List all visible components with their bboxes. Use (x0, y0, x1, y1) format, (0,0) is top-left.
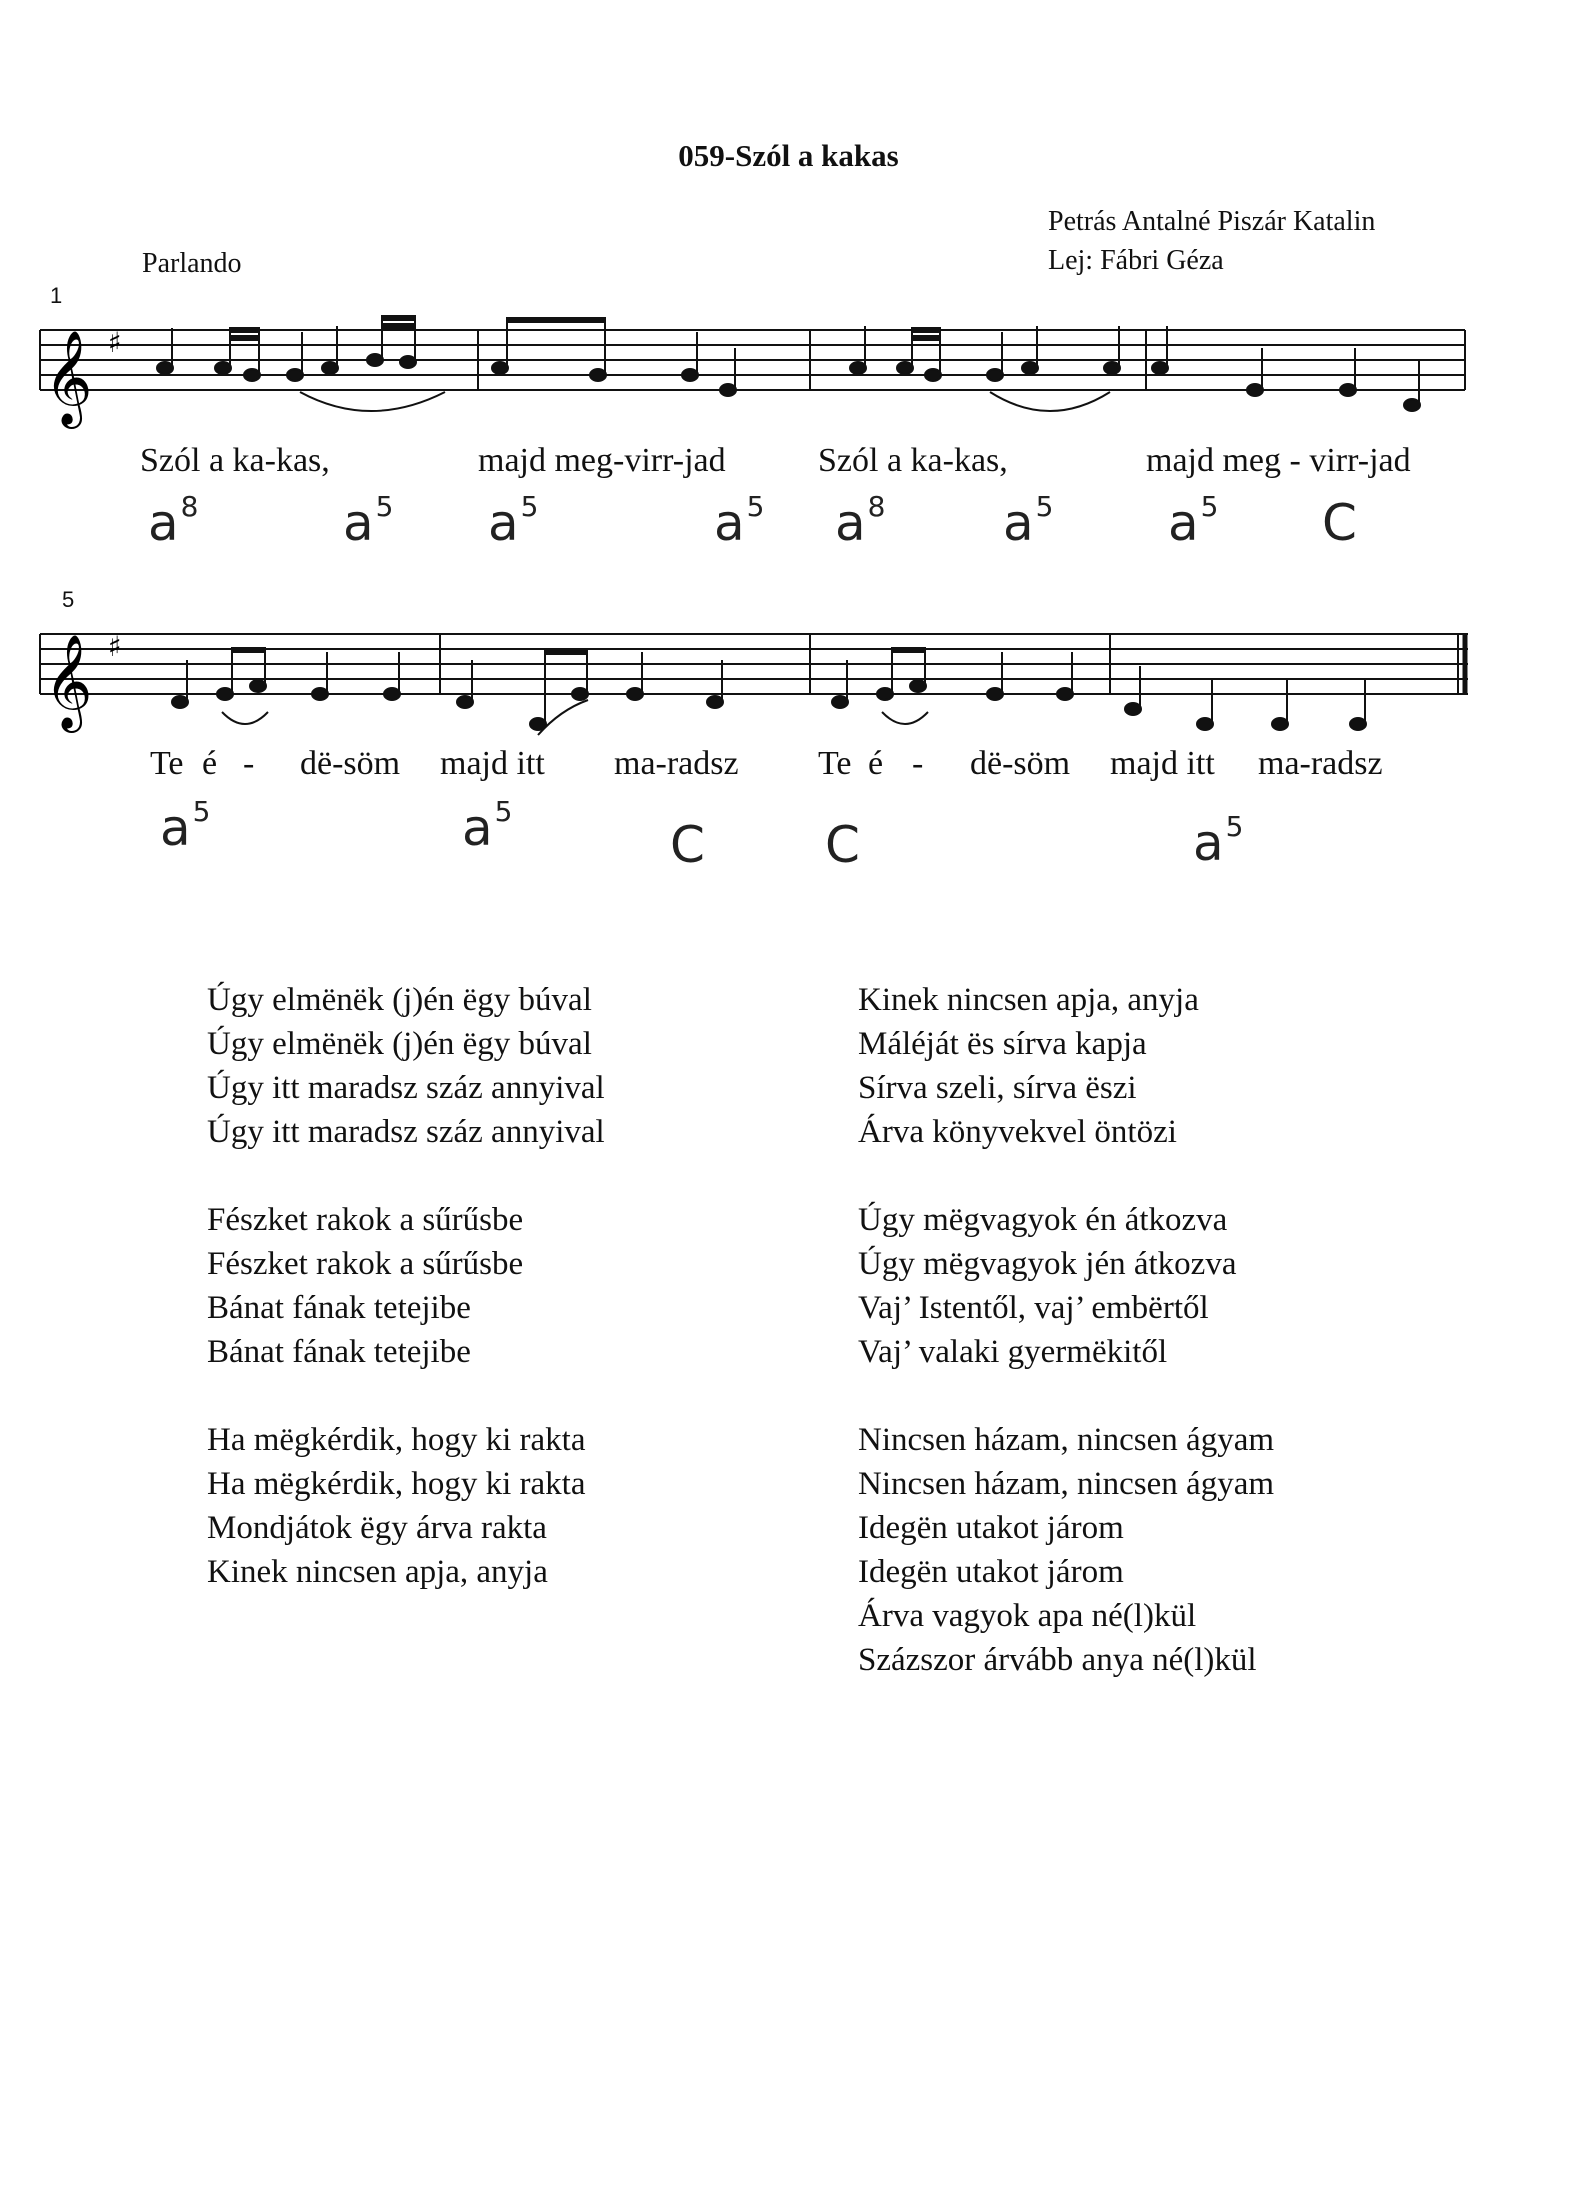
verse-line: Úgy itt maradsz száz annyival (207, 1114, 605, 1150)
lyric-syllable: é (868, 745, 884, 782)
verse-line: Sírva szeli, sírva ëszi (858, 1070, 1137, 1106)
lyric-syllable: é (202, 745, 218, 782)
verse-line: Nincsen házam, nincsen ágyam (858, 1422, 1275, 1458)
transcriber-credit: Lej: Fábri Géza (1048, 245, 1224, 276)
verse-line: Nincsen házam, nincsen ágyam (858, 1466, 1275, 1502)
chord-annotation: $a^5$ (1003, 490, 1054, 552)
verse-line: Árva könyvekvel öntözi (858, 1114, 1177, 1150)
stanza (858, 978, 1274, 1154)
chord-annotation: $a^5$ (1168, 490, 1219, 552)
lyric-syllable: - (912, 745, 924, 782)
verse-line: Vaj’ Istentől, vaj’ embërtől (858, 1290, 1209, 1326)
verse-line: Bánat fának tetejibe (207, 1334, 471, 1370)
song-title: 059-Szól a kakas (678, 138, 899, 173)
slurs-system-2 (222, 700, 928, 735)
stanzas-right-column (858, 978, 1274, 1726)
verse-line: Kinek nincsen apja, anyja (858, 982, 1199, 1018)
stanza (207, 978, 605, 1154)
chord-annotation: C (825, 816, 860, 874)
verse-line: Úgy itt maradsz száz annyival (207, 1070, 605, 1106)
verse-line: Fészket rakok a sűrűsbe (207, 1202, 524, 1238)
lyric-syllable: majd itt (1110, 745, 1215, 782)
verse-line: Fészket rakok a sűrűsbe (207, 1246, 524, 1282)
verse-line: Úgy mëgvagyok jén átkozva (858, 1246, 1237, 1282)
lyric-syllable: - (243, 745, 255, 782)
lyric-syllable: Szól a ka-kas, (818, 442, 1008, 479)
lyric-syllable: Te (150, 745, 184, 782)
stanzas-left-column (207, 978, 605, 1638)
stanza (858, 1198, 1274, 1374)
chord-annotation: $a^5$ (343, 490, 394, 552)
lyric-syllable: dë-söm (300, 745, 401, 782)
stanza (207, 1198, 605, 1374)
verse-line: Idegën utakot járom (858, 1554, 1124, 1590)
tempo-marking: Parlando (142, 248, 242, 279)
treble-clef-icon: 𝄞 (44, 330, 93, 425)
verse-line: Úgy mëgvagyok én átkozva (858, 1202, 1228, 1238)
lyric-syllable: Szól a ka-kas, (140, 442, 330, 479)
verse-line: Kinek nincsen apja, anyja (207, 1554, 548, 1590)
chord-annotation: $a^8$ (148, 490, 199, 552)
notes-system-2 (172, 648, 1366, 730)
lyric-syllable: dë-söm (970, 745, 1071, 782)
chord-annotation: $a^5$ (1193, 810, 1244, 872)
verse-line: Mondjátok ëgy árva rakta (207, 1510, 547, 1546)
verse-line: Vaj’ valaki gyermëkitől (858, 1334, 1168, 1370)
verse-line: Máléját ës sírva kapja (858, 1026, 1147, 1062)
lyric-syllable: majd itt (440, 745, 545, 782)
stanza (207, 1418, 605, 1594)
lyric-syllable: Te (818, 745, 852, 782)
chord-annotation: C (670, 816, 705, 874)
lyric-syllable: ma-radsz (614, 745, 739, 782)
chord-annotation: C (1322, 494, 1357, 552)
measure-number: 5 (62, 587, 75, 612)
sharp-key-signature-icon: ♯ (108, 630, 122, 663)
stanza (858, 1418, 1274, 1682)
treble-clef-icon: 𝄞 (44, 634, 93, 729)
chord-annotation: $a^5$ (714, 490, 765, 552)
chord-annotation: $a^8$ (835, 490, 886, 552)
sharp-key-signature-icon: ♯ (108, 326, 122, 359)
verse-line: Százszor árvább anya né(l)kül (858, 1642, 1257, 1678)
chord-annotation: $a^5$ (462, 795, 513, 857)
performer-name: Petrás Antalné Piszár Katalin (1048, 206, 1376, 237)
verse-line: Idegën utakot járom (858, 1510, 1124, 1546)
lyric-syllable: ma-radsz (1258, 745, 1383, 782)
verse-line: Bánat fának tetejibe (207, 1290, 471, 1326)
verse-line: Ha mëgkérdik, hogy ki rakta (207, 1422, 586, 1458)
verse-line: Ha mëgkérdik, hogy ki rakta (207, 1466, 586, 1502)
verse-line: Árva vagyok apa né(l)kül (858, 1598, 1197, 1634)
lyric-syllable: majd meg - virr-jad (1146, 442, 1411, 479)
verse-line: Úgy elmënëk (j)én ëgy búval (207, 982, 592, 1018)
chord-annotation: $a^5$ (160, 795, 211, 857)
measure-number: 1 (50, 283, 63, 308)
chord-annotation: $a^5$ (488, 490, 539, 552)
lyric-syllable: majd meg-virr-jad (478, 442, 726, 479)
verse-line: Úgy elmënëk (j)én ëgy búval (207, 1026, 592, 1062)
